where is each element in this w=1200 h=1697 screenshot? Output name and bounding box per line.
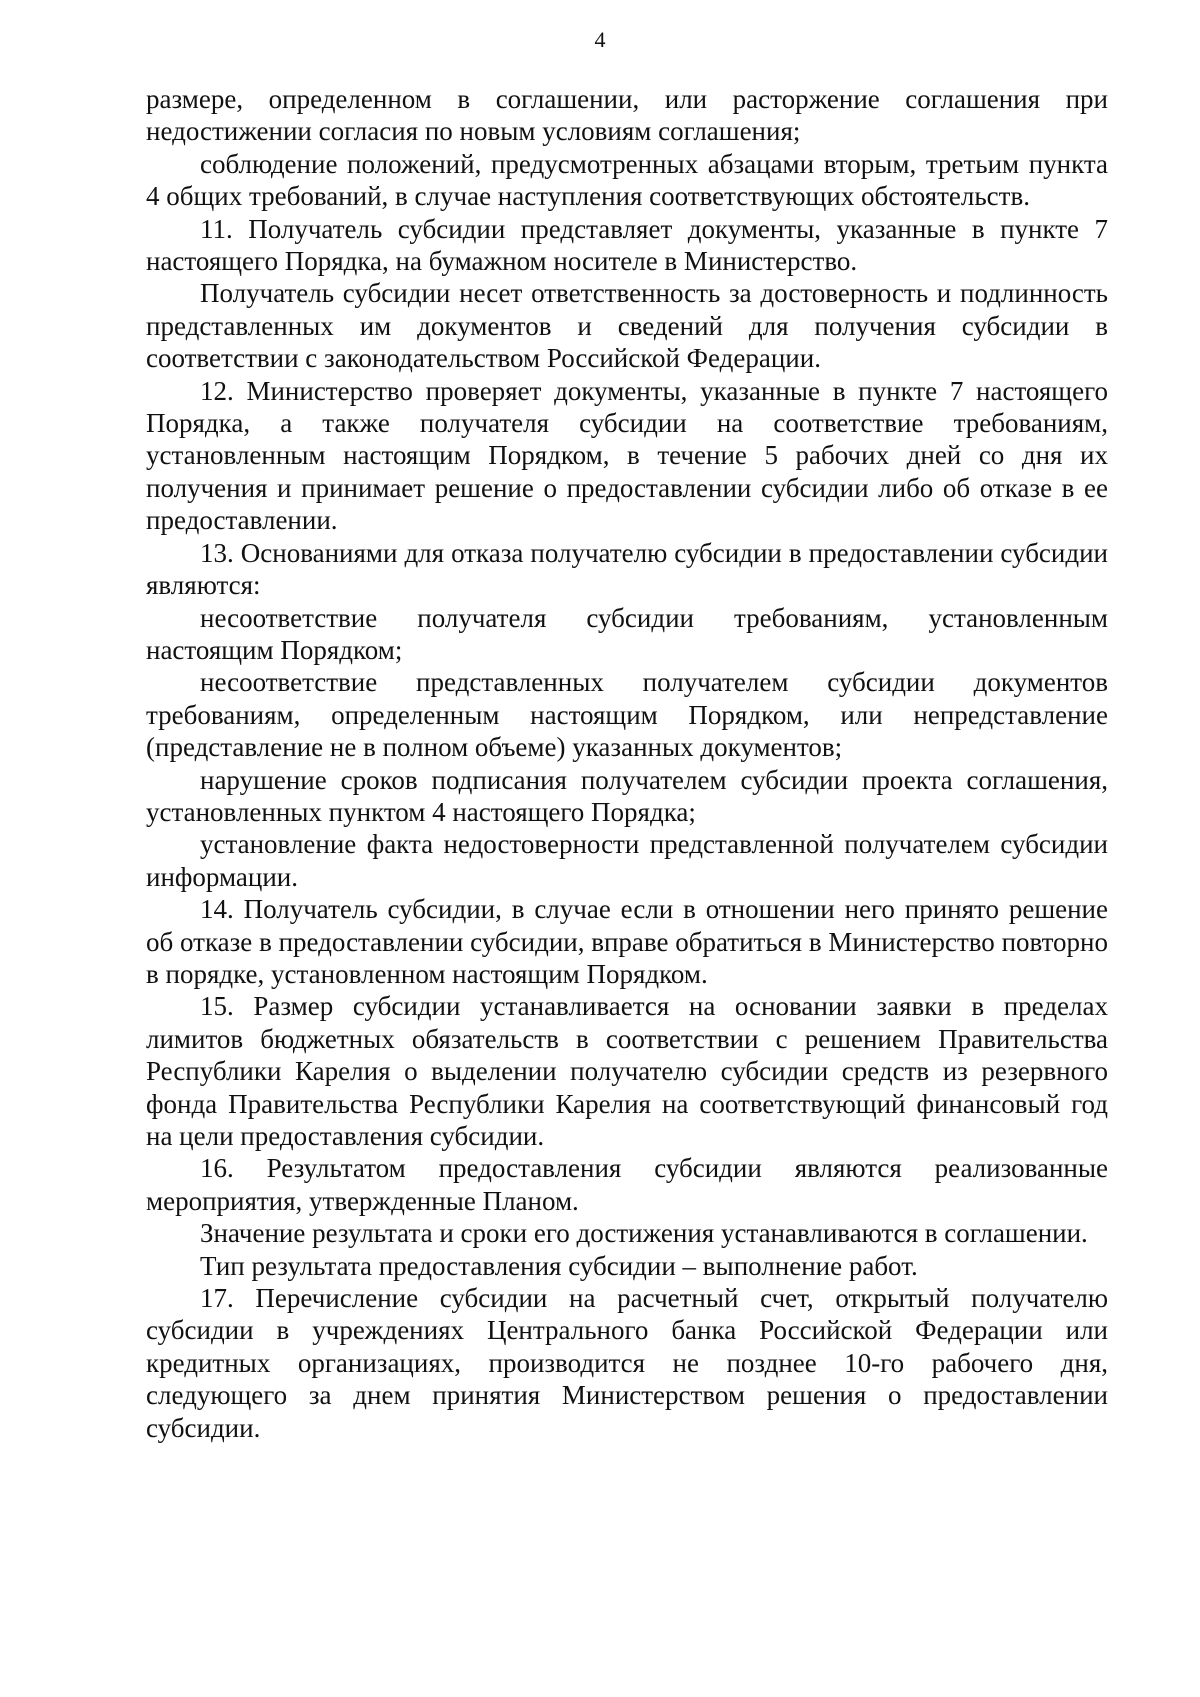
paragraph: Тип результата предоставления субсидии – выполнение работ. (200, 1250, 918, 1281)
paragraph: 17. Перечисление субсидии на расчетный счет, открытый получателю субсидии в учреждениях Центрального банка Российской Федерации или кредитных организациях, производится не позднее 10-го рабочего дня, следующего за днем принятия Министерством решения о предоставлении субсидии. (146, 1283, 1108, 1443)
paragraph: соблюдение положений, предусмотренных абзацами вторым, третьим пункта 4 общих требований, в случае наступления соответствующих обстоятельств. (146, 148, 1108, 212)
paragraph: 14. Получатель субсидии, в случае если в отношении него принято решение об отказе в предоставлении субсидии, вправе обратиться в Министерство повторно в порядке, установленном настоящим Порядком. (146, 894, 1108, 989)
paragraph: Значение результата и сроки его достижения устанавливаются в соглашении. (200, 1218, 1088, 1249)
paragraph: размере, определенном в соглашении, или расторжение соглашения при недостижении согласия по новым условиям соглашения; (146, 84, 1108, 147)
paragraph: 13. Основаниями для отказа получателю субсидии в предоставлении субсидии являются: (146, 537, 1108, 601)
page-number: 4 (594, 27, 606, 52)
paragraph: несоответствие представленных получателем субсидии документов требованиям, определенным настоящим Порядком, или непредставление (представление не в полном объеме) указанных документов; (146, 667, 1108, 763)
paragraph: Получатель субсидии несет ответственность за достоверность и подлинность представленных им документов и сведений для получения субсидии в соответствии с законодательством Российской Федерации. (146, 278, 1108, 374)
paragraph: несоответствие получателя субсидии требованиям, установленным настоящим Порядком; (146, 602, 1108, 665)
paragraph: установление факта недостоверности представленной получателем субсидии информации. (146, 829, 1108, 892)
paragraph: нарушение сроков подписания получателем субсидии проекта соглашения, установленных пунктом 4 настоящего Порядка; (146, 764, 1108, 827)
document-body (146, 83, 1108, 1444)
paragraph: 12. Министерство проверяет документы, указанные в пункте 7 настоящего Порядка, а также получателя субсидии на соответствие требованиям, установленным настоящим Порядком, в течение 5 рабочих дней со дня их получения и принимает решение о предоставлении субсидии либо об отказе в ее предоставлении. (146, 375, 1108, 536)
paragraph: 15. Размер субсидии устанавливается на основании заявки в пределах лимитов бюджетных обязательств в соответствии с решением Правительства Республики Карелия о выделении получателю субсидии средств из резервного фонда Правительства Республики Карелия на соответствующий финансовый год на цели предоставления субсидии. (146, 991, 1108, 1151)
paragraph: 11. Получатель субсидии представляет документы, указанные в пункте 7 настоящего Порядка, на бумажном носителе в Министерство. (146, 213, 1108, 277)
paragraph: 16. Результатом предоставления субсидии являются реализованные мероприятия, утвержденные Планом. (146, 1153, 1108, 1216)
